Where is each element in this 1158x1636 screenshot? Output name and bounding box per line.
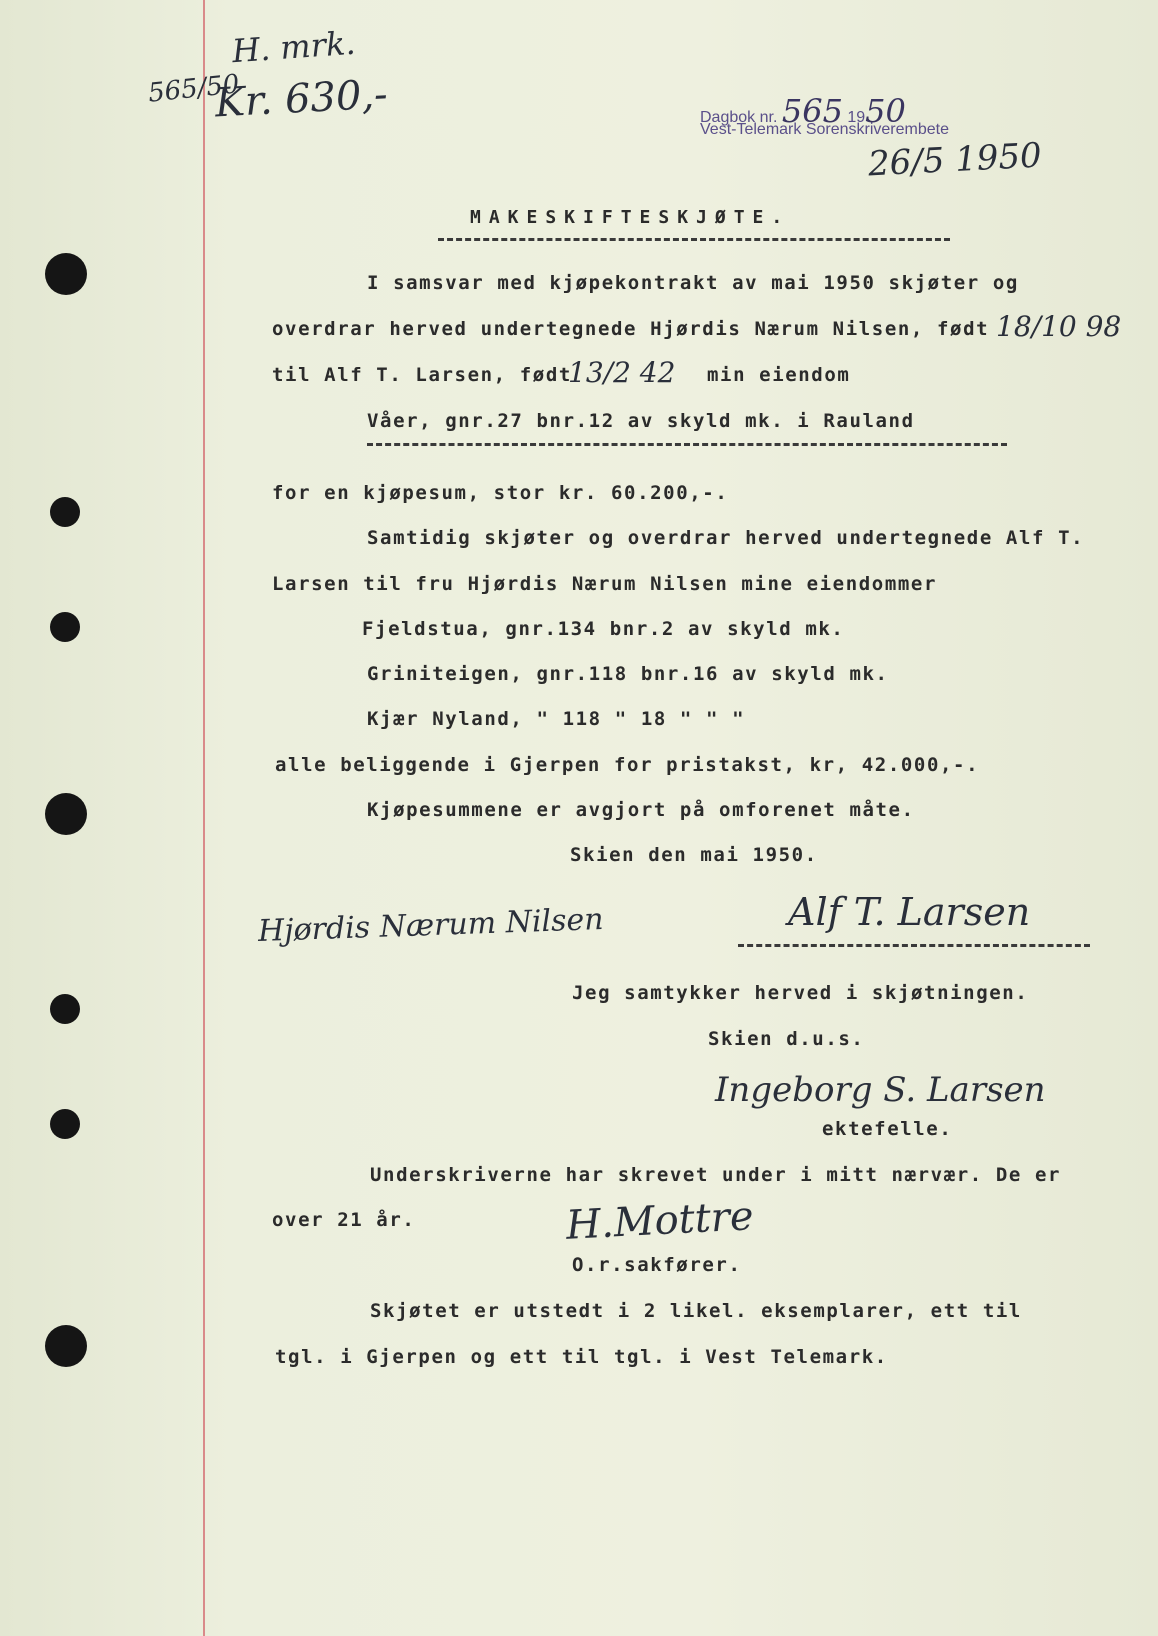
margin-line	[203, 0, 205, 1636]
body-line: for en kjøpesum, stor kr. 60.200,-.	[272, 482, 729, 504]
body-line: til Alf T. Larsen, født	[272, 364, 572, 386]
margin-note-mark: H. mrk.	[230, 23, 357, 71]
consent-line: Jeg samtykker herved i skjøtningen.	[572, 982, 1029, 1004]
property-underline	[367, 443, 1007, 446]
spouse-role: ektefelle.	[822, 1118, 953, 1140]
punch-hole	[50, 994, 80, 1024]
signature-line	[738, 944, 1090, 947]
punch-hole	[50, 1109, 80, 1139]
spouse-signature: Ingeborg S. Larsen	[715, 1070, 1046, 1110]
body-line: Larsen til fru Hjørdis Nærum Nilsen mine eiendommer	[272, 573, 937, 595]
property-line: Fjeldstua, gnr.134 bnr.2 av skyld mk.	[362, 618, 845, 640]
title-underline	[438, 238, 950, 241]
punch-hole	[50, 612, 80, 642]
buyer-signature: Alf T. Larsen	[788, 890, 1031, 934]
stamp-year: 50	[865, 92, 906, 130]
witness-line: over 21 år.	[272, 1209, 416, 1231]
property-line: Våer, gnr.27 bnr.12 av skyld mk. i Rauland	[367, 410, 915, 432]
body-line: Kjøpesummene er avgjort på omforenet måte.	[367, 799, 915, 821]
margin-note-amount: Kr. 630,-	[213, 71, 389, 127]
footer-line: Skjøtet er utstedt i 2 likel. eksemplarer, ett til	[370, 1300, 1022, 1322]
seller-birthdate: 18/10 98	[996, 310, 1122, 343]
seller-signature: Hjørdis Nærum Nilsen	[257, 901, 605, 950]
document-title: MAKESKIFTESKJØTE.	[470, 207, 791, 228]
received-date: 26/5 1950	[867, 135, 1043, 185]
witness-line: Underskriverne har skrevet under i mitt nærvær. De er	[370, 1164, 1062, 1186]
stamp-dagbok-no: 565	[781, 92, 843, 130]
body-line: alle beliggende i Gjerpen for pristakst, kr, 42.000,-.	[275, 754, 980, 776]
witness-role: O.r.sakfører.	[572, 1254, 742, 1276]
property-line: Griniteigen, gnr.118 bnr.16 av skyld mk.	[367, 663, 889, 685]
place-line: Skien d.u.s.	[708, 1028, 865, 1050]
body-line: overdrar herved undertegnede Hjørdis Nærum Nilsen, født	[272, 318, 990, 340]
body-line: min eiendom	[707, 364, 851, 386]
margin-note-journal: 565/50	[146, 69, 241, 109]
punch-hole	[45, 253, 87, 295]
body-line: Samtidig skjøter og overdrar herved undertegnede Alf T.	[367, 527, 1085, 549]
property-line: Kjær Nyland, " 118 " 18 " " "	[367, 708, 746, 730]
body-line: I samsvar med kjøpekontrakt av mai 1950 skjøter og	[367, 272, 1019, 294]
punch-hole	[45, 793, 87, 835]
stamp-dagbok: Dagbok nr. 565 1950	[700, 92, 906, 130]
buyer-birthdate: 13/2 42	[568, 356, 676, 389]
date-line: Skien den mai 1950.	[570, 844, 818, 866]
punch-hole	[50, 497, 80, 527]
punch-hole	[45, 1325, 87, 1367]
stamp-office: Vest-Telemark Sorenskriverembete	[700, 121, 949, 138]
witness-signature: H.Mottre	[564, 1193, 755, 1249]
footer-line: tgl. i Gjerpen og ett til tgl. i Vest Telemark.	[275, 1346, 888, 1368]
